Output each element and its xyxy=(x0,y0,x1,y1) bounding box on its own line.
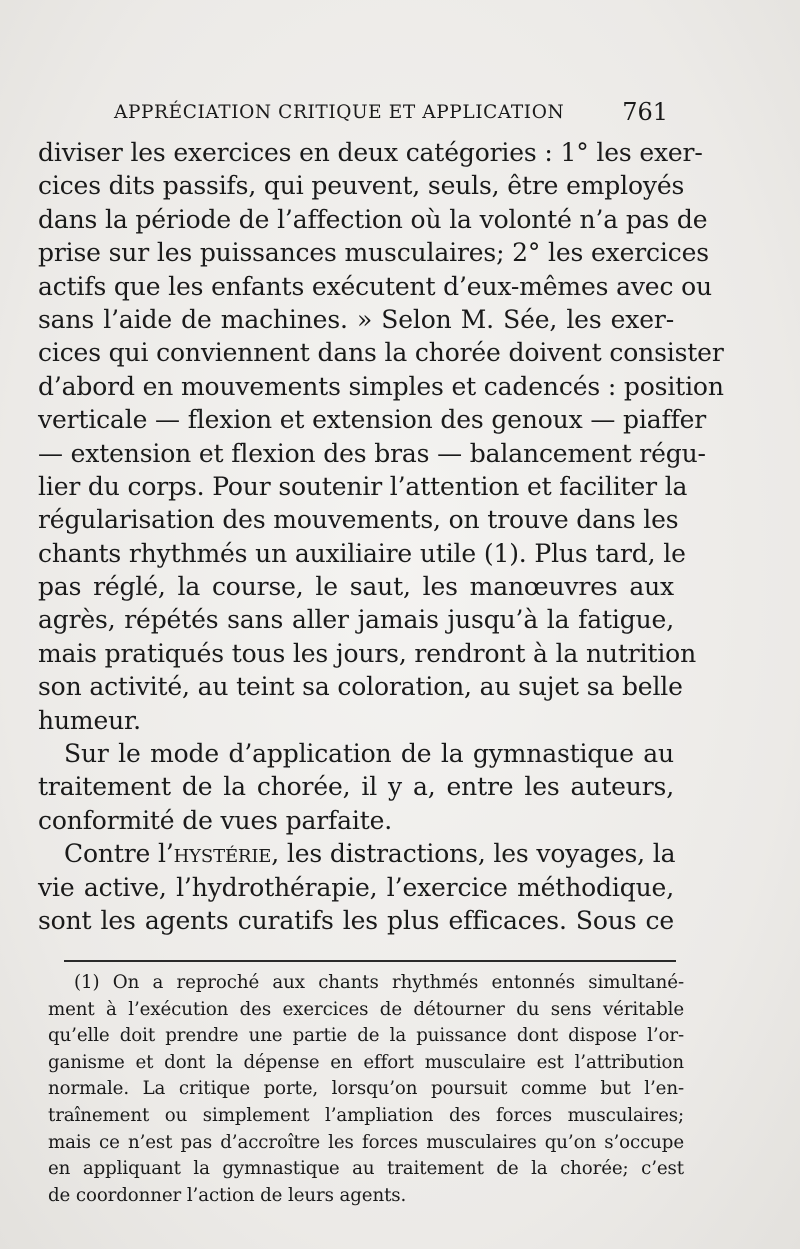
text-line-hysteria xyxy=(38,837,674,870)
text-line: — extension et flexion des bras — balancement régu- xyxy=(38,438,706,468)
footnote-line: ment à l’exécution des exercices de détourner du sens véritable xyxy=(48,998,684,1020)
text-fragment: Contre l’ xyxy=(64,839,174,869)
text-line: mais pratiqués tous les jours, rendront à la nutrition xyxy=(38,638,697,668)
text-line: régularisation des mouvements, on trouve dans les xyxy=(38,505,679,535)
footnote-line: ganisme et dont la dépense en effort musculaire est l’attribution xyxy=(48,1051,684,1073)
text-fragment: , les distractions, les voyages, la xyxy=(271,839,676,869)
hysteria-term: hystérie xyxy=(173,839,272,869)
footnote-line: de coordonner l’action de leurs agents. xyxy=(48,1184,407,1206)
footnote xyxy=(48,970,684,1209)
text-line: Sur le mode d’application de la gymnastique au xyxy=(64,739,674,769)
text-line: verticale — flexion et extension des genoux — piaffer xyxy=(38,405,707,435)
footnote-line: traînement ou simplement l’ampliation des forces musculaires; xyxy=(48,1104,684,1126)
main-text xyxy=(38,136,724,937)
text-line: sont les agents curatifs les plus efficaces. Sous ce xyxy=(38,905,674,935)
footnote-line: en appliquant la gymnastique au traitement de la chorée; c’est xyxy=(48,1158,684,1180)
footnote-line: qu’elle doit prendre une partie de la puissance dont dispose l’or- xyxy=(48,1025,684,1047)
footnote-line: (1) On a reproché aux chants rhythmés entonnés simultané- xyxy=(74,972,684,993)
text-line: sans l’aide de machines. » Selon M. Sée, les exer- xyxy=(38,304,674,334)
text-line: d’abord en mouvements simples et cadencés : position xyxy=(38,371,724,401)
text-line: cices dits passifs, qui peuvent, seuls, être employés xyxy=(38,171,685,201)
footnote-rule xyxy=(64,960,676,962)
text-line: chants rhythmés un auxiliaire utile (1). Plus tard, le xyxy=(38,538,686,568)
text-line: diviser les exercices en deux catégories : 1° les exer- xyxy=(38,138,703,167)
text-line: traitement de la chorée, il y a, entre les auteurs, xyxy=(38,772,674,802)
footnote-line: mais ce n’est pas d’accroître les forces musculaires qu’on s’occupe xyxy=(48,1131,684,1153)
text-line: vie active, l’hydrothérapie, l’exercice méthodique, xyxy=(38,872,674,902)
text-line: son activité, au teint sa coloration, au sujet sa belle xyxy=(38,672,683,702)
page-number: 761 xyxy=(622,98,668,126)
text-line: agrès, répétés sans aller jamais jusqu’à la fatigue, xyxy=(38,605,674,635)
footnote-line: normale. La critique porte, lorsqu’on poursuit comme but l’en- xyxy=(48,1078,684,1100)
text-line: conformité de vues parfaite. xyxy=(38,805,393,835)
text-line: pas réglé, la course, le saut, les manœuvres aux xyxy=(38,572,674,602)
text-line: prise sur les puissances musculaires; 2° les exercices xyxy=(38,238,709,268)
text-line: lier du corps. Pour soutenir l’attention et faciliter la xyxy=(38,471,688,501)
text-line: actifs que les enfants exécutent d’eux-mêmes avec ou xyxy=(38,271,712,301)
text-line: cices qui conviennent dans la chorée doivent consister xyxy=(38,338,724,368)
text-line: dans la période de l’affection où la volonté n’a pas de xyxy=(38,204,708,234)
text-line: humeur. xyxy=(38,705,141,735)
page-header xyxy=(38,98,668,132)
running-title: APPRÉCIATION CRITIQUE ET APPLICATION xyxy=(114,102,565,123)
